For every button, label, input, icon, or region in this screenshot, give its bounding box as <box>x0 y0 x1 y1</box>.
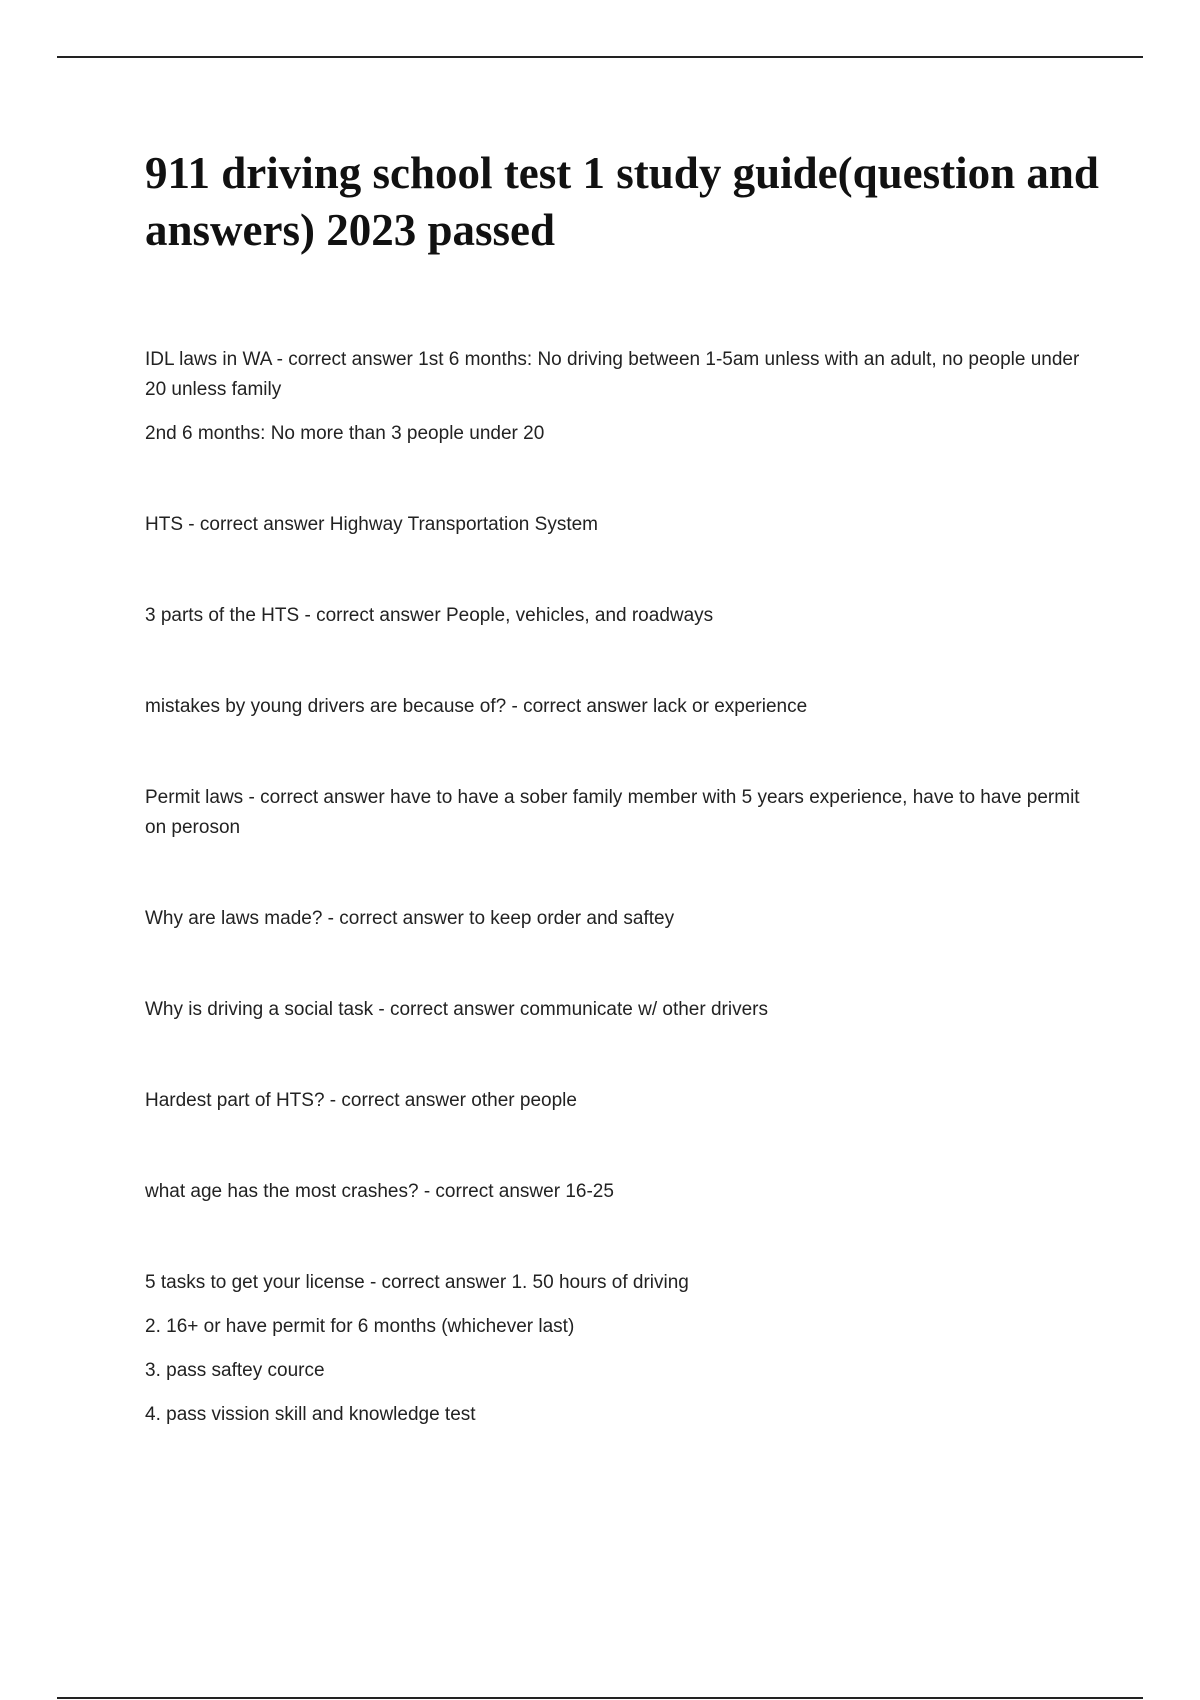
qa-entry-license-tasks <box>145 1268 1095 1430</box>
question-text: mistakes by young drivers are because of? <box>145 696 507 717</box>
answer-text: 1st 6 months: No driving between 1-5am unless with an adult, no people under 20 unless family <box>145 349 1080 400</box>
answer-separator: - correct answer <box>506 696 653 717</box>
qa-entry-hardest-part <box>145 1086 1095 1116</box>
answer-text: 1. 50 hours of driving <box>511 1272 689 1293</box>
top-rule <box>57 56 1143 58</box>
qa-entry-hts <box>145 510 1095 540</box>
question-text: Why is driving a social task <box>145 999 374 1020</box>
answer-separator: - correct answer <box>299 605 446 626</box>
qa-first-line <box>145 783 1095 843</box>
question-text: 5 tasks to get your license <box>145 1272 365 1293</box>
answer-separator: - correct answer <box>418 1181 566 1202</box>
qa-entry-why-laws <box>145 904 1095 934</box>
answer-text: Highway Transportation System <box>329 514 598 535</box>
qa-first-line <box>145 601 1095 631</box>
answer-text: other people <box>471 1090 577 1111</box>
answer-separator: - correct answer <box>373 999 520 1020</box>
qa-first-line <box>145 1086 1095 1116</box>
page-title: 911 driving school test 1 study guide(question and answers) 2023 passed <box>145 148 1099 255</box>
question-text: IDL laws in WA <box>145 349 272 370</box>
question-text: Permit laws <box>145 787 244 808</box>
answer-line: 4. pass vission skill and knowledge test <box>145 1404 476 1425</box>
qa-entry-social-task <box>145 995 1095 1025</box>
answer-separator: - correct answer <box>243 787 390 808</box>
question-text: 3 parts of the HTS <box>145 605 300 626</box>
qa-first-line <box>145 995 1095 1025</box>
qa-first-line <box>145 904 1095 934</box>
answer-line: 2nd 6 months: No more than 3 people under 20 <box>145 423 545 444</box>
answer-separator: - correct answer <box>271 349 419 370</box>
answer-line: 3. pass saftey cource <box>145 1360 325 1381</box>
answer-text: lack or experience <box>652 696 808 717</box>
qa-entry-permit-laws <box>145 783 1095 843</box>
qa-first-line <box>145 345 1095 405</box>
qa-entry-hts-parts <box>145 601 1095 631</box>
qa-first-line <box>145 1177 1095 1207</box>
answer-separator: - correct answer <box>322 908 470 929</box>
qa-entry-idl-laws <box>145 345 1095 449</box>
question-text: what age has the most crashes? <box>145 1181 419 1202</box>
question-text: HTS <box>145 514 183 535</box>
qa-first-line <box>145 510 1095 540</box>
qa-list <box>145 345 1095 1430</box>
answer-separator: - correct answer <box>183 514 330 535</box>
answer-separator: - correct answer <box>364 1272 512 1293</box>
answer-line: 2. 16+ or have permit for 6 months (whichever last) <box>145 1316 575 1337</box>
bottom-rule <box>57 1697 1143 1699</box>
answer-text: have to have a sober family member with 5 years experience, have to have permit on peroson <box>145 787 1080 838</box>
question-text: Hardest part of HTS? <box>145 1090 325 1111</box>
answer-text: to keep order and saftey <box>469 908 675 929</box>
qa-first-line <box>145 1268 1095 1298</box>
question-text: Why are laws made? <box>145 908 323 929</box>
qa-entry-young-drivers <box>145 692 1095 722</box>
answer-text: 16-25 <box>565 1181 614 1202</box>
qa-entry-crash-age <box>145 1177 1095 1207</box>
answer-separator: - correct answer <box>324 1090 472 1111</box>
answer-text: communicate w/ other drivers <box>519 999 768 1020</box>
answer-text: People, vehicles, and roadways <box>445 605 714 626</box>
qa-first-line <box>145 692 1095 722</box>
